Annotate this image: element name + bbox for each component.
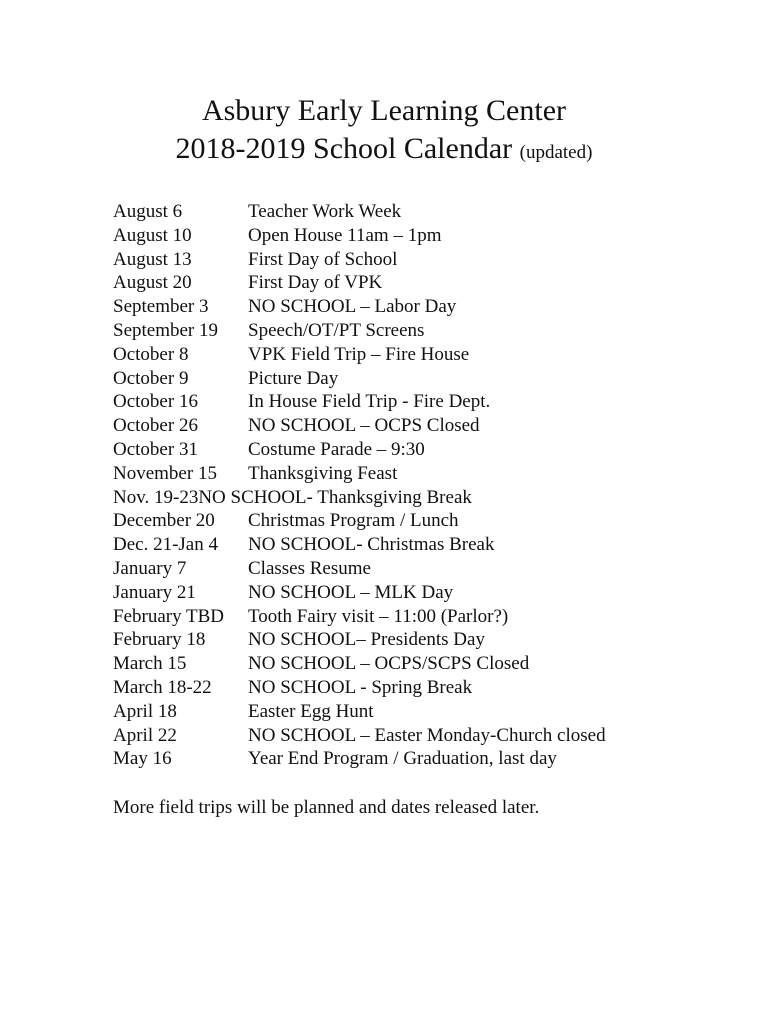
event-row: [113, 581, 733, 605]
event-description: VPK Field Trip – Fire House: [248, 343, 470, 365]
event-list: [113, 200, 733, 771]
event-date: April 18: [113, 700, 177, 722]
event-row: [113, 390, 733, 414]
event-row: [113, 724, 733, 748]
event-date: March 18-22: [113, 676, 212, 698]
event-description: NO SCHOOL- Thanksgiving Break: [198, 486, 472, 508]
event-date: May 16: [113, 748, 172, 770]
event-description: Easter Egg Hunt: [248, 700, 374, 722]
event-description: In House Field Trip - Fire Dept.: [248, 391, 491, 413]
event-row: [113, 462, 733, 486]
event-row: [113, 367, 733, 391]
event-description: Classes Resume: [248, 557, 371, 579]
event-description: Costume Parade – 9:30: [248, 438, 425, 460]
event-description: NO SCHOOL– Presidents Day: [248, 629, 485, 651]
event-date: February 18: [113, 629, 206, 651]
event-row: [113, 533, 733, 557]
event-row: [113, 486, 733, 510]
event-description: Picture Day: [248, 367, 339, 389]
event-description: Year End Program / Graduation, last day: [248, 748, 557, 770]
event-row: [113, 700, 733, 724]
event-description: NO SCHOOL – OCPS Closed: [248, 415, 480, 437]
event-description: First Day of VPK: [248, 272, 383, 294]
calendar-title-line: [0, 130, 768, 172]
footer-note: More field trips will be planned and dates released later.: [113, 797, 540, 818]
event-date: September 19: [113, 319, 219, 341]
event-row: [113, 509, 733, 533]
event-row: [113, 557, 733, 581]
event-date: March 15: [113, 653, 187, 675]
event-description: NO SCHOOL – Easter Monday-Church closed: [248, 724, 606, 746]
event-row: [113, 676, 733, 700]
event-row: [113, 343, 733, 367]
event-row: [113, 319, 733, 343]
event-description: NO SCHOOL - Spring Break: [248, 676, 473, 698]
event-description: Open House 11am – 1pm: [248, 224, 442, 246]
event-date: August 10: [113, 224, 192, 246]
event-row: [113, 747, 733, 771]
event-date: December 20: [113, 510, 215, 532]
event-date: August 20: [113, 272, 192, 294]
event-row: [113, 224, 733, 248]
school-name: Asbury Early Learning Center: [201, 94, 567, 127]
event-row: [113, 295, 733, 319]
event-date: October 16: [113, 391, 198, 413]
event-row: [113, 628, 733, 652]
event-description: Tooth Fairy visit – 11:00 (Parlor?): [248, 605, 509, 627]
event-date: Dec. 21-Jan 4: [113, 534, 218, 556]
event-date: April 22: [113, 724, 177, 746]
event-row: [113, 414, 733, 438]
event-date: September 3: [113, 296, 209, 318]
event-date: January 7: [113, 557, 187, 579]
event-description: NO SCHOOL – Labor Day: [248, 296, 457, 318]
event-date: February TBD: [113, 605, 224, 627]
event-date: October 26: [113, 415, 198, 437]
event-row: [113, 605, 733, 629]
event-description: Thanksgiving Feast: [248, 462, 398, 484]
event-description: Christmas Program / Lunch: [248, 510, 459, 532]
event-description: Teacher Work Week: [248, 201, 402, 222]
event-date: August 6: [113, 201, 183, 222]
event-date: August 13: [113, 248, 192, 270]
event-date: Nov. 19-23: [113, 486, 199, 508]
event-date: October 9: [113, 367, 189, 389]
title-block: [0, 92, 768, 172]
event-description: NO SCHOOL – MLK Day: [248, 581, 454, 603]
event-row: [113, 652, 733, 676]
event-row: [113, 248, 733, 272]
event-description: First Day of School: [248, 248, 398, 270]
event-row: [113, 438, 733, 462]
calendar-note: (updated): [519, 142, 593, 163]
event-description: NO SCHOOL – OCPS/SCPS Closed: [248, 653, 530, 675]
event-date: November 15: [113, 462, 217, 484]
event-description: Speech/OT/PT Screens: [248, 319, 425, 341]
event-description: NO SCHOOL- Christmas Break: [248, 534, 495, 556]
event-row: [113, 271, 733, 295]
calendar-title: 2018-2019 School Calendar: [175, 132, 513, 165]
event-date: October 31: [113, 438, 198, 460]
event-date: January 21: [113, 581, 196, 603]
event-row: [113, 200, 733, 224]
event-date: October 8: [113, 343, 189, 365]
